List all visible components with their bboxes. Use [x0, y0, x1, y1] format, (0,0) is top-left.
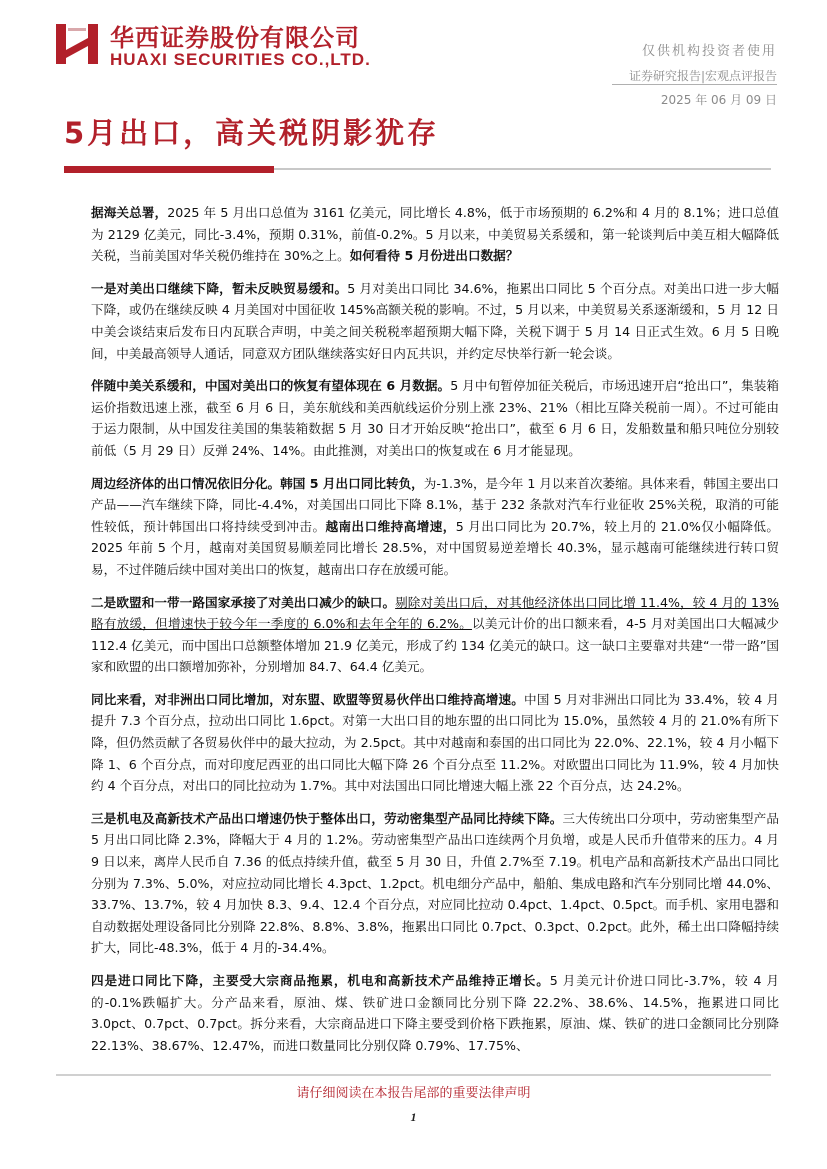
report-body [91, 202, 779, 1067]
body-text: 以美元计价的出口额来看，4-5 月对美国出口大幅减少 112.4 亿美元，而中国出口总额整体增加 21.9 亿美元，形成了约 134 亿美元的缺口。这一缺口主要靠对共建“一带一路”国家和欧盟的出口额增加弥补，分别增加 84.7、64.4 亿美元。 [91, 616, 779, 675]
body-text: 5 月对美出口同比 34.6%，拖累出口同比 5 个百分点。对美出口进一步大幅下降，或仍在继续反映 4 月美国对中国征收 145%高额关税的影响。不过，5 月以来，中美贸易关系逐渐缓和，5 月 12 日中美会谈结束后发布日内瓦联合声明，中美之间关税税率超预期大幅下降，关税下调于 5 月 14 日正式生效。6 月 5 日晚间，中美最高领导人通话，同意双方团队继续落实好日内瓦共识，并约定尽快举行新一轮会谈。 [91, 280, 779, 361]
body-text: 5 月出口同比为 20.7%，较上月的 21.0%仅小幅降低。2025 年前 5 个月，越南对美国贸易顺差同比增长 28.5%，对中国贸易逆差增长 40.3%，显示越南可能继续进行转口贸易，不过伴随后续中国对美出口的恢复，越南出口存在放缓可能。 [91, 518, 780, 577]
header-divider [612, 84, 777, 85]
paragraph [91, 278, 779, 364]
bold-lead-text: 越南出口维持高增速， [325, 518, 456, 534]
report-title: 5月出口，高关税阴影犹存 [64, 116, 440, 150]
paragraph [91, 970, 779, 1056]
bold-lead-text: 一是对美出口继续下降，暂未反映贸易缓和。 [91, 280, 348, 296]
huaxi-logo-icon [56, 24, 100, 64]
footer-divider [56, 1074, 771, 1076]
audience-note: 仅供机构投资者使用 [641, 44, 777, 59]
paragraph [91, 689, 779, 797]
paragraph [91, 808, 779, 959]
bold-lead-text: 伴随中美关系缓和，中国对美出口的恢复有望体现在 6 月数据。 [91, 378, 451, 394]
body-text: 5 月中旬暂停加征关税后，市场迅速开启“抢出口”，集装箱运价指数迅速上涨，截至 6 月 6 日，美东航线和美西航线运价分别上涨 23%、21%（相比互降关税前一周）。不过可能由于运力限制，从中国发往美国的集装箱数据 5 月 30 日才开始反映“抢出口”，截至 6 月 6 日，发船数量和船只吨位分别较前低（5 月 29 日）反弹 24%、14%。由此推测，对美出口的恢复或在 6 月才能显现。 [91, 378, 779, 458]
paragraph [91, 202, 779, 267]
bold-lead-text: 三是机电及高新技术产品出口增速仍快于整体出口，劳动密集型产品同比持续下降。 [91, 810, 563, 826]
body-text: 2025 年 5 月出口总值为 3161 亿美元，同比增长 4.8%，低于市场预期的 6.2%和 4 月的 8.1%；进口总值为 2129 亿美元，同比-3.4%，预期 0.31%，前值-0.2%。5 月以来，中美贸易关系缓和，第一轮谈判后中美互相大幅降低关税，当前美国对华关税仍维持在 30%之上。 [91, 205, 779, 264]
paragraph [91, 473, 779, 581]
company-name-cn: 华西证券股份有限公司 [110, 24, 360, 52]
bold-lead-text: 据海关总署， [91, 205, 168, 220]
title-accent-bar [64, 166, 274, 173]
legal-notice: 请仔细阅读在本报告尾部的重要法律声明 [296, 1086, 531, 1101]
body-text: 中国 5 月对非洲出口同比为 33.4%，较 4 月提升 7.3 个百分点，拉动出口同比 1.6pct。对第一大出口目的地东盟的出口同比为 15.0%，虽然较 4 月的 21.0%有所下降，但仍然贡献了各贸易伙伴中的最大拉动，为 2.5pct。其中对越南和泰国的出口同比为 22.0%、22.1%，较 4 月小幅下降 1、6 个百分点，而对印度尼西亚的出口同比大幅下降 26 个百分点至 11.2%。对欧盟出口同比为 11.9%，较 4 月加快约 4 个百分点，对出口的同比拉动为 1.7%。其中对法国出口同比增速大幅上涨 22 个百分点，达 24.2%。 [91, 691, 779, 794]
bold-lead-text: 同比来看，对非洲出口同比增加，对东盟、欧盟等贸易伙伴出口维持高增速。 [91, 691, 524, 707]
bold-lead-text: 四是进口同比下降，主要受大宗商品拖累，机电和高新技术产品维持正增长。 [91, 973, 550, 988]
paragraph [91, 592, 779, 678]
paragraph [91, 375, 779, 461]
report-date: 2025 年 06 月 09 日 [660, 93, 777, 107]
body-text: 三大传统出口分项中，劳动密集型产品 5 月出口同比降 2.3%，降幅大于 4 月的 1.2%。劳动密集型产品出口连续两个月负增，或是人民币升值带来的压力。4 月 9 日以来，离岸人民币自 7.36 的低点持续升值，截至 5 月 30 日，升值 2.7%至 7.19。机电产品和高新技术产品出口同比分别为 7.3%、5.0%，对应拉动同比增长 4.3pct、1.2pct。机电细分产品中，船舶、集成电路和汽车分别同比增 44.0%、33.7%、13.7%，较 4 月加快 8.3、9.4、12.4 个百分点，对应同比拉动 0.4pct、1.4pct、0.5pct。而手机、家用电器和自动数据处理设备同比分别降 22.8%、8.8%、3.8%，拖累出口同比 0.7pct、0.3pct、0.2pct。此外，稀土出口降幅持续扩大，同比-48.3%，低于 4 月的-34.4%。 [91, 810, 780, 956]
bold-lead-text: 周边经济体的出口情况依旧分化。韩国 5 月出口同比转负， [91, 475, 424, 491]
page-number: 1 [410, 1110, 417, 1124]
company-name-en: HUAXI SECURITIES CO.,LTD. [110, 50, 371, 69]
underlined-text: 剔除对美出口后，对其他经济体出口同比增 11.4%，较 4 月的 13%略有放缓，但增速快于较今年一季度的 6.0%和去年全年的 6.2%。 [91, 594, 779, 632]
bold-lead-text: 二是欧盟和一带一路国家承接了对美出口减少的缺口。 [91, 594, 396, 610]
bold-lead-text: 如何看待 5 月份进出口数据？ [349, 248, 519, 264]
report-type: 证券研究报告|宏观点评报告 [628, 69, 777, 83]
body-text: 为-1.3%，是今年 1 月以来首次萎缩。具体来看，韩国主要出口产品——汽车继续下降，同比-4.4%，对美国出口同比下降 8.1%，基于 232 条款对汽车行业征收 25%关税，取消的可能性较低，预计韩国出口将持续受到冲击。 [91, 475, 779, 534]
body-text: 5 月美元计价进口同比-3.7%，较 4 月的-0.1%跌幅扩大。分产品来看，原油、煤、铁矿进口金额同比分别下降 22.2%、38.6%、14.5%，拖累进口同比 3.0pct、0.7pct、0.7pct。拆分来看，大宗商品进口下降主要受到价格下跌拖累，原油、煤、铁矿的进口金额同比分别降 22.13%、38.67%、12.47%，而进口数量同比分别仅降 0.79%、17.75%、 [91, 973, 779, 1053]
